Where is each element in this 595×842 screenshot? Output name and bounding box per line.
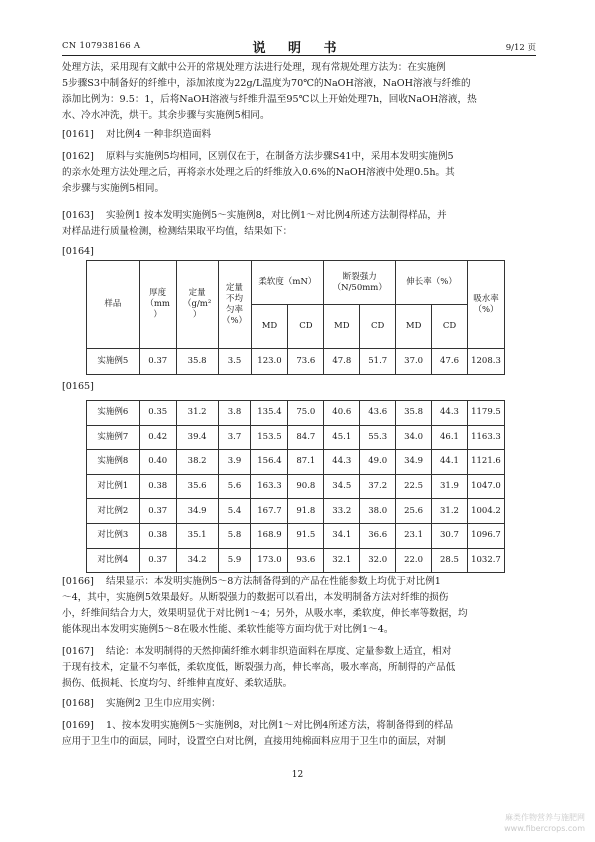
results-table-1 <box>86 260 505 375</box>
header-cd: CD <box>288 305 324 349</box>
header-md: MD <box>396 305 432 349</box>
text-line: 余步骤与实施例5相同。 <box>62 183 165 194</box>
table-cell: 44.1 <box>432 450 468 475</box>
table-row <box>87 523 505 548</box>
table-cell: 156.4 <box>251 450 288 475</box>
document-title: 说 明 书 <box>252 41 346 56</box>
text-line: 实验例1 按本发明实施例5～实施例8，对比例1～对比例4所述方法制得样品，并 <box>106 210 447 221</box>
table-cell: 1208.3 <box>467 349 504 375</box>
table-row <box>87 548 505 573</box>
table-cell: 22.5 <box>396 474 432 499</box>
table-cell: 31.2 <box>176 401 218 426</box>
paragraph-number: [0168] <box>62 698 94 709</box>
table-cell: 0.37 <box>139 499 176 524</box>
table-row <box>87 425 505 450</box>
table-cell: 5.6 <box>218 474 251 499</box>
table-cell: 1163.3 <box>467 425 504 450</box>
text-line: 小，纤维间结合力大，效果明显优于对比例1～4；另外，从吸水率，柔软度，伸长率等数据，均 <box>62 608 468 619</box>
paragraph-0167 <box>62 644 538 692</box>
table-cell: 0.42 <box>139 425 176 450</box>
paragraph-number: [0165] <box>62 381 94 392</box>
text-line: 结果显示：本发明实施例5～8方法制备得到的产品在性能参数上均优于对比例1 <box>106 576 441 587</box>
paragraph-0161 <box>62 127 538 143</box>
table-cell: 34.9 <box>176 499 218 524</box>
table-cell: 实施例8 <box>87 450 140 475</box>
table-cell: 35.8 <box>176 349 218 375</box>
table-cell: 37.0 <box>396 349 432 375</box>
text-line: 于现有技术，定量不匀率低，柔软度低，断裂强力高，伸长率高，吸水率高，所制得的产品低 <box>62 662 456 673</box>
text-line: 对样品进行质量检测，检测结果取平均值，结果如下： <box>62 226 293 237</box>
table-cell: 38.2 <box>176 450 218 475</box>
table-cell: 3.5 <box>218 349 251 375</box>
table-cell: 91.8 <box>288 499 324 524</box>
table-cell: 90.8 <box>288 474 324 499</box>
table-cell: 34.2 <box>176 548 218 573</box>
paragraph-0168 <box>62 696 538 712</box>
table-cell: 49.0 <box>360 450 396 475</box>
table-row <box>87 401 505 426</box>
table-cell: 对比例2 <box>87 499 140 524</box>
header-cd: CD <box>360 305 396 349</box>
header-weight: 定量 （g/m² ） <box>176 261 218 349</box>
table-header-row <box>87 261 505 305</box>
paragraph-0169 <box>62 718 538 750</box>
table-cell: 153.5 <box>251 425 288 450</box>
header-softness: 柔软度（mN） <box>251 261 324 305</box>
text-line: 应用于卫生巾的面层，同时，设置空白对比例，直接用纯棉面料应用于卫生巾的面层，对制 <box>62 736 446 747</box>
table-cell: 31.9 <box>432 474 468 499</box>
table-cell: 34.9 <box>396 450 432 475</box>
publication-number: CN 107938166 A <box>62 41 141 51</box>
table-cell: 44.3 <box>324 450 360 475</box>
table-cell: 46.1 <box>432 425 468 450</box>
table-cell: 163.3 <box>251 474 288 499</box>
paragraph-0162 <box>62 149 538 197</box>
page-number: 12 <box>291 770 304 780</box>
paragraph-number: [0163] <box>62 210 94 221</box>
table-cell: 40.6 <box>324 401 360 426</box>
text-line: 结论：本发明制得的天然抑菌纤维水刺非织造面料在厚度、定量参数上适宜，相对 <box>106 646 452 657</box>
paragraph-number: [0162] <box>62 151 94 162</box>
table-cell: 30.7 <box>432 523 468 548</box>
table-row <box>87 450 505 475</box>
header-sample: 样品 <box>87 261 140 349</box>
table-cell: 3.7 <box>218 425 251 450</box>
table-cell: 33.2 <box>324 499 360 524</box>
header-elongation: 伸长率（%） <box>396 261 468 305</box>
header-absorption: 吸水率 （%） <box>467 261 504 349</box>
watermark-line: 麻类作物营养与施肥网 <box>505 813 585 822</box>
table-cell: 34.0 <box>396 425 432 450</box>
page-header <box>62 38 536 54</box>
table-row <box>87 474 505 499</box>
table-cell: 123.0 <box>251 349 288 375</box>
table-cell: 0.35 <box>139 401 176 426</box>
watermark <box>504 812 585 834</box>
table-cell: 168.9 <box>251 523 288 548</box>
table-cell: 实施例7 <box>87 425 140 450</box>
table-cell: 47.8 <box>324 349 360 375</box>
paragraph-number: [0166] <box>62 576 94 587</box>
table-cell: 0.38 <box>139 523 176 548</box>
text-line: 能体现出本发明实施例5～8在吸水性能、柔软性能等方面均优于对比例1～4。 <box>62 624 394 635</box>
table-cell: 1096.7 <box>467 523 504 548</box>
table-cell: 1179.5 <box>467 401 504 426</box>
text-line: 水、冷水冲洗，烘干。其余步骤与实施例5相同。 <box>62 110 270 121</box>
paragraph-number: [0169] <box>62 720 94 731</box>
table-cell: 37.2 <box>360 474 396 499</box>
table-cell: 对比例1 <box>87 474 140 499</box>
table-cell: 23.1 <box>396 523 432 548</box>
table-cell: 对比例4 <box>87 548 140 573</box>
header-rule <box>62 55 536 56</box>
table-cell: 45.1 <box>324 425 360 450</box>
header-md: MD <box>324 305 360 349</box>
table-cell: 1121.6 <box>467 450 504 475</box>
table-cell: 实施例6 <box>87 401 140 426</box>
table-cell: 1047.0 <box>467 474 504 499</box>
table-cell: 5.9 <box>218 548 251 573</box>
header-cd: CD <box>432 305 468 349</box>
text-line: 实施例2 卫生巾应用实例： <box>106 698 221 709</box>
text-line: 的亲水处理方法处理之后，再将亲水处理之后的纤维放入0.6%的NaOH溶液中处理0.5h。其 <box>62 167 455 178</box>
table-cell: 1004.2 <box>467 499 504 524</box>
header-strength: 断裂强力 （N/50mm） <box>324 261 396 305</box>
table-cell: 91.5 <box>288 523 324 548</box>
watermark-line: www.fibercrops.com <box>504 824 585 833</box>
table-cell: 135.4 <box>251 401 288 426</box>
table-cell: 32.0 <box>360 548 396 573</box>
table-cell: 35.8 <box>396 401 432 426</box>
results-table-2 <box>86 400 505 573</box>
table-cell: 173.0 <box>251 548 288 573</box>
table-cell: 32.1 <box>324 548 360 573</box>
table-row <box>87 499 505 524</box>
text-line: 添加比例为：9.5：1，后将NaOH溶液与纤维升温至95℃以上开始处理7h，回收NaOH溶液，热 <box>62 94 477 105</box>
table-cell: 31.2 <box>432 499 468 524</box>
table-cell: 实施例5 <box>87 349 140 375</box>
table-cell: 0.37 <box>139 548 176 573</box>
table-cell: 93.6 <box>288 548 324 573</box>
header-md: MD <box>251 305 288 349</box>
table-cell: 75.0 <box>288 401 324 426</box>
table-cell: 87.1 <box>288 450 324 475</box>
page-count: 9/12 页 <box>505 43 536 53</box>
table-row <box>87 349 505 375</box>
table-cell: 25.6 <box>396 499 432 524</box>
paragraph-number: [0161] <box>62 129 94 140</box>
text-line: ～4，其中，实施例5效果最好。从断裂强力的数据可以看出，本发明制备方法对纤维的损伤 <box>62 592 449 603</box>
text-line: 处理方法，采用现有文献中公开的常规处理方法进行处理，现有常规处理方法为：在实施例 <box>62 62 446 73</box>
table-cell: 35.6 <box>176 474 218 499</box>
table-cell: 51.7 <box>360 349 396 375</box>
paragraph-0163 <box>62 208 538 240</box>
text-line: 5步骤S3中制备好的纤维中，添加浓度为22g/L温度为70℃的NaOH溶液，NaOH溶液与纤维的 <box>62 78 471 89</box>
paragraph-number: [0167] <box>62 646 94 657</box>
paragraph-0166 <box>62 574 538 638</box>
text-line: 原料与实施例5均相同，区别仅在于，在制备方法步骤S41中，采用本发明实施例5 <box>106 151 454 162</box>
table-cell: 1032.7 <box>467 548 504 573</box>
table-cell: 34.5 <box>324 474 360 499</box>
header-thickness: 厚度 （mm ） <box>139 261 176 349</box>
table-cell: 0.40 <box>139 450 176 475</box>
text-line: 损伤、低损耗、长度均匀、纤维伸直度好、柔软适肤。 <box>62 678 293 689</box>
table-cell: 对比例3 <box>87 523 140 548</box>
table-cell: 73.6 <box>288 349 324 375</box>
table-cell: 43.6 <box>360 401 396 426</box>
table-cell: 5.8 <box>218 523 251 548</box>
table-cell: 5.4 <box>218 499 251 524</box>
text-line: 1、按本发明实施例5～实施例8，对比例1～对比例4所述方法，将制备得到的样品 <box>106 720 454 731</box>
table-cell: 55.3 <box>360 425 396 450</box>
table-cell: 39.4 <box>176 425 218 450</box>
paragraph-number: [0164] <box>62 246 94 257</box>
table-cell: 167.7 <box>251 499 288 524</box>
paragraph-continued <box>62 60 538 124</box>
table-cell: 0.38 <box>139 474 176 499</box>
table-cell: 34.1 <box>324 523 360 548</box>
table-cell: 0.37 <box>139 349 176 375</box>
table-cell: 84.7 <box>288 425 324 450</box>
text-line: 对比例4 一种非织造面料 <box>106 129 212 140</box>
table-cell: 38.0 <box>360 499 396 524</box>
table-cell: 28.5 <box>432 548 468 573</box>
table-cell: 47.6 <box>432 349 468 375</box>
table-cell: 35.1 <box>176 523 218 548</box>
header-unevenness: 定量 不均 匀率 （%） <box>218 261 251 349</box>
table-cell: 22.0 <box>396 548 432 573</box>
table-cell: 3.9 <box>218 450 251 475</box>
table-cell: 44.3 <box>432 401 468 426</box>
table-cell: 36.6 <box>360 523 396 548</box>
table-cell: 3.8 <box>218 401 251 426</box>
